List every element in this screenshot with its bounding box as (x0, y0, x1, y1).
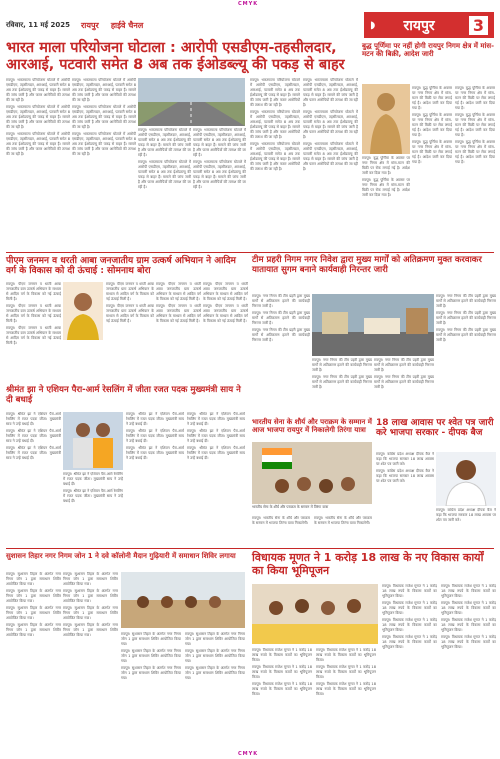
masthead (6, 12, 494, 38)
team-prahari-headline: टीम प्रहरी निगम नगर निवेश द्वारा मुख्य मार्गों को अतिक्रमण मुक्त करवाकर यातायात सुगम बनाने कार्यवाही निरन्तर जारी (252, 255, 482, 275)
lead-body-col5: रायपुर। भारतमाला परियोजना घोटाले में आरोपी एसडीएम, तहसीलदार, आरआई, पटवारी समेत 8 अब तक ईओडब्ल्यू की पकड़ से बाहर हैं। मामले की जांच जारी है और फरार आरोपियों की तलाश की जा रही है। रायपुर। भारतमाला परियोजना घोटाले में आरोपी एसडीएम, तहसीलदार, आरआई, पटवारी समेत 8 अब तक ईओडब्ल्यू की पकड़ से बाहर हैं। मामले की जांच जारी है और फरार आरोपियों की तलाश की जा रही है। रायपुर। भारतमाला परियोजना घोटाले में आरोपी एसडीएम, तहसीलदार, आरआई, पटवारी समेत 8 अब तक ईओडब्ल्यू की पकड़ से बाहर हैं। मामले की जांच जारी है और फरार आरोपियों की तलाश की जा रही है। (250, 78, 300, 171)
lead-body-col1: रायपुर। भारतमाला परियोजना घोटाले में आरोपी एसडीएम, तहसीलदार, आरआई, पटवारी समेत 8 अब तक ईओडब्ल्यू की पकड़ से बाहर हैं। मामले की जांच जारी है और फरार आरोपियों की तलाश की जा रही है। रायपुर। भारतमाला परियोजना घोटाले में आरोपी एसडीएम, तहसीलदार, आरआई, पटवारी समेत 8 अब तक ईओडब्ल्यू की पकड़ से बाहर हैं। मामले की जांच जारी है और फरार आरोपियों की तलाश की जा रही है। रायपुर। भारतमाला परियोजना घोटाले में आरोपी एसडीएम, तहसीलदार, आरआई, पटवारी समेत 8 अब तक ईओडब्ल्यू की पकड़ से बाहर हैं। मामले की जांच जारी है और फरार आरोपियों की तलाश की जा रही है। (6, 78, 70, 156)
moonat-body-col2: रायपुर। विधायक राजेश मूणत ने 1 करोड़ 18 लाख रुपये के विकास कार्यों का भूमिपूजन किया। रायपुर। विधायक राजेश मूणत ने 1 करोड़ 18 लाख रुपये के विकास कार्यों का भूमिपूजन किया। रायपुर। विधायक राजेश मूणत ने 1 करोड़ 18 लाख रुपये के विकास कार्यों का भूमिपूजन किया। (316, 648, 376, 696)
highway-photo (138, 78, 245, 126)
shrimant-body-col3: रायपुर। श्रीमंत झा ने एशियन पैरा-आर्म रेसलिंग में रजत पदक जीता। मुख्यमंत्री साय ने उन्हें बधाई दी। रायपुर। श्रीमंत झा ने एशियन पैरा-आर्म रेसलिंग में रजत पदक जीता। मुख्यमंत्री साय ने उन्हें बधाई दी। रायपुर। श्रीमंत झा ने एशियन पैरा-आर्म रेसलिंग में रजत पदक जीता। मुख्यमंत्री साय ने उन्हें बधाई दी। (126, 412, 184, 460)
samadhan-shivir-photo (121, 572, 245, 628)
minister-photo (63, 282, 103, 340)
issue-date: रविवार, 11 मई 2025 (6, 20, 70, 29)
encroachment-photo (312, 294, 434, 356)
shrimant-body-col2: रायपुर। श्रीमंत झा ने एशियन पैरा-आर्म रेसलिंग में रजत पदक जीता। मुख्यमंत्री साय ने उन्हें बधाई दी। रायपुर। श्रीमंत झा ने एशियन पैरा-आर्म रेसलिंग में रजत पदक जीता। मुख्यमंत्री साय ने उन्हें बधाई दी। (63, 472, 123, 503)
page-number: 3 (469, 16, 488, 35)
sushasan-body-col4: रायपुर। सुशासन तिहार के अंतर्गत नगर निगम जोन 1 द्वारा समाधान शिविर आयोजित किया गया। रायपुर। सुशासन तिहार के अंतर्गत नगर निगम जोन 1 द्वारा समाधान शिविर आयोजित किया गया। रायपुर। सुशासन तिहार के अंतर्गत नगर निगम जोन 1 द्वारा समाधान शिविर आयोजित किया गया। (185, 632, 245, 680)
pm-janman-headline: पीएम जनमन व धरती आबा जनजातीय ग्राम उत्कर्ष अभियान ने आदिम वर्ग के विकास को दी ऊंचाई : सोमनाथ बोरा (6, 256, 236, 277)
buddha-purnima-headline: बुद्ध पूर्णिमा पर नहीं होगी रायपुर निगम क्षेत्र में मांस-मटन की बिक्री, आदेश जारी (362, 42, 495, 59)
team-prahari-body-col3: रायपुर। नगर निगम की टीम प्रहरी द्वारा मुख्य मार्गों से अतिक्रमण हटाने की कार्यवाही निरन्तर जारी है। रायपुर। नगर निगम की टीम प्रहरी द्वारा मुख्य मार्गों से अतिक्रमण हटाने की कार्यवाही निरन्तर जारी है। (374, 358, 434, 389)
registration-mark-top: CMYK (238, 1, 259, 7)
pm-janman-body-col3: रायपुर। पीएम जनमन व धरती आबा जनजातीय ग्राम उत्कर्ष अभियान के माध्यम से आदिम वर्ग के विकास को नई ऊंचाई मिली है। रायपुर। पीएम जनमन व धरती आबा जनजातीय ग्राम उत्कर्ष अभियान के माध्यम से आदिम वर्ग के विकास को नई ऊंचाई मिली है। (156, 282, 201, 323)
registration-mark-bottom: CMYK (238, 751, 259, 757)
moonat-body-col3: रायपुर। विधायक राजेश मूणत ने 1 करोड़ 18 लाख रुपये के विकास कार्यों का भूमिपूजन किया। रायपुर। विधायक राजेश मूणत ने 1 करोड़ 18 लाख रुपये के विकास कार्यों का भूमिपूजन किया। रायपुर। विधायक राजेश मूणत ने 1 करोड़ 18 लाख रुपये के विकास कार्यों का भूमिपूजन किया। रायपुर। विधायक राजेश मूणत ने 1 करोड़ 18 लाख रुपये के विकास कार्यों का भूमिपूजन किया। (382, 584, 437, 649)
moonat-body-col1: रायपुर। विधायक राजेश मूणत ने 1 करोड़ 18 लाख रुपये के विकास कार्यों का भूमिपूजन किया। रायपुर। विधायक राजेश मूणत ने 1 करोड़ 18 लाख रुपये के विकास कार्यों का भूमिपूजन किया। रायपुर। विधायक राजेश मूणत ने 1 करोड़ 18 लाख रुपये के विकास कार्यों का भूमिपूजन किया। (252, 648, 312, 696)
deepak-baij-headline: 18 लाख आवास पर श्वेत पत्र जारी करे भाजपा सरकार - दीपक बैज (376, 418, 494, 439)
moonat-body-col4: रायपुर। विधायक राजेश मूणत ने 1 करोड़ 18 लाख रुपये के विकास कार्यों का भूमिपूजन किया। रायपुर। विधायक राजेश मूणत ने 1 करोड़ 18 लाख रुपये के विकास कार्यों का भूमिपूजन किया। रायपुर। विधायक राजेश मूणत ने 1 करोड़ 18 लाख रुपये के विकास कार्यों का भूमिपूजन किया। रायपुर। विधायक राजेश मूणत ने 1 करोड़ 18 लाख रुपये के विकास कार्यों का भूमिपूजन किया। (441, 584, 496, 649)
sushasan-body-col1: रायपुर। सुशासन तिहार के अंतर्गत नगर निगम जोन 1 द्वारा समाधान शिविर आयोजित किया गया। रायपुर। सुशासन तिहार के अंतर्गत नगर निगम जोन 1 द्वारा समाधान शिविर आयोजित किया गया। रायपुर। सुशासन तिहार के अंतर्गत नगर निगम जोन 1 द्वारा समाधान शिविर आयोजित किया गया। रायपुर। सुशासन तिहार के अंतर्गत नगर निगम जोन 1 द्वारा समाधान शिविर आयोजित किया गया। (6, 572, 61, 637)
pm-janman-body-col4: रायपुर। पीएम जनमन व धरती आबा जनजातीय ग्राम उत्कर्ष अभियान के माध्यम से आदिम वर्ग के विकास को नई ऊंचाई मिली है। रायपुर। पीएम जनमन व धरती आबा जनजातीय ग्राम उत्कर्ष अभियान के माध्यम से आदिम वर्ग के विकास को नई ऊंचाई मिली है। (203, 282, 248, 323)
team-prahari-body-col2: रायपुर। नगर निगम की टीम प्रहरी द्वारा मुख्य मार्गों से अतिक्रमण हटाने की कार्यवाही निरन्तर जारी है। रायपुर। नगर निगम की टीम प्रहरी द्वारा मुख्य मार्गों से अतिक्रमण हटाने की कार्यवाही निरन्तर जारी है। (312, 358, 372, 389)
wrestling-photo (63, 412, 123, 470)
team-prahari-body-col1: रायपुर। नगर निगम की टीम प्रहरी द्वारा मुख्य मार्गों से अतिक्रमण हटाने की कार्यवाही निरन्तर जारी है। रायपुर। नगर निगम की टीम प्रहरी द्वारा मुख्य मार्गों से अतिक्रमण हटाने की कार्यवाही निरन्तर जारी है। रायपुर। नगर निगम की टीम प्रहरी द्वारा मुख्य मार्गों से अतिक्रमण हटाने की कार्यवाही निरन्तर जारी है। (252, 294, 310, 342)
lead-headline: भारत माला परियोजना घोटाला : आरोपी एसडीएम-तहसीलदार, आरआई, पटवारी समेत 8 अब तक ईओडब्ल्यू की पकड़ से बाहर (6, 40, 345, 73)
lead-body-col3: रायपुर। भारतमाला परियोजना घोटाले में आरोपी एसडीएम, तहसीलदार, आरआई, पटवारी समेत 8 अब तक ईओडब्ल्यू की पकड़ से बाहर हैं। मामले की जांच जारी है और फरार आरोपियों की तलाश की जा रही है। रायपुर। भारतमाला परियोजना घोटाले में आरोपी एसडीएम, तहसीलदार, आरआई, पटवारी समेत 8 अब तक ईओडब्ल्यू की पकड़ से बाहर हैं। मामले की जांच जारी है और फरार आरोपियों की तलाश की जा रही है। (138, 128, 191, 189)
lead-body-col4: रायपुर। भारतमाला परियोजना घोटाले में आरोपी एसडीएम, तहसीलदार, आरआई, पटवारी समेत 8 अब तक ईओडब्ल्यू की पकड़ से बाहर हैं। मामले की जांच जारी है और फरार आरोपियों की तलाश की जा रही है। रायपुर। भारतमाला परियोजना घोटाले में आरोपी एसडीएम, तहसीलदार, आरआई, पटवारी समेत 8 अब तक ईओडब्ल्यू की पकड़ से बाहर हैं। मामले की जांच जारी है और फरार आरोपियों की तलाश की जा रही है। (193, 128, 246, 189)
lead-body-col2: रायपुर। भारतमाला परियोजना घोटाले में आरोपी एसडीएम, तहसीलदार, आरआई, पटवारी समेत 8 अब तक ईओडब्ल्यू की पकड़ से बाहर हैं। मामले की जांच जारी है और फरार आरोपियों की तलाश की जा रही है। रायपुर। भारतमाला परियोजना घोटाले में आरोपी एसडीएम, तहसीलदार, आरआई, पटवारी समेत 8 अब तक ईओडब्ल्यू की पकड़ से बाहर हैं। मामले की जांच जारी है और फरार आरोपियों की तलाश की जा रही है। रायपुर। भारतमाला परियोजना घोटाले में आरोपी एसडीएम, तहसीलदार, आरआई, पटवारी समेत 8 अब तक ईओडब्ल्यू की पकड़ से बाहर हैं। मामले की जांच जारी है और फरार आरोपियों की तलाश की जा रही है। (72, 78, 136, 156)
buddha-body-col3: रायपुर। बुद्ध पूर्णिमा के अवसर पर नगर निगम क्षेत्र में मांस-मटन की बिक्री पर रोक लगाई गई है। आदेश जारी कर दिया गया है। रायपुर। बुद्ध पूर्णिमा के अवसर पर नगर निगम क्षेत्र में मांस-मटन की बिक्री पर रोक लगाई गई है। आदेश जारी कर दिया गया है। (362, 156, 410, 197)
moonat-bhoomipujan-headline: विधायक मूणत ने 1 करोड़ 18 लाख के नए विकास कार्यों का किया भूमिपूजन (252, 551, 484, 577)
tiranga-yatra-photo (252, 442, 372, 504)
shrimant-body-col1: रायपुर। श्रीमंत झा ने एशियन पैरा-आर्म रेसलिंग में रजत पदक जीता। मुख्यमंत्री साय ने उन्हें बधाई दी। रायपुर। श्रीमंत झा ने एशियन पैरा-आर्म रेसलिंग में रजत पदक जीता। मुख्यमंत्री साय ने उन्हें बधाई दी। रायपुर। श्रीमंत झा ने एशियन पैरा-आर्म रेसलिंग में रजत पदक जीता। मुख्यमंत्री साय ने उन्हें बधाई दी। (6, 412, 61, 460)
pm-janman-body-col1: रायपुर। पीएम जनमन व धरती आबा जनजातीय ग्राम उत्कर्ष अभियान के माध्यम से आदिम वर्ग के विकास को नई ऊंचाई मिली है। रायपुर। पीएम जनमन व धरती आबा जनजातीय ग्राम उत्कर्ष अभियान के माध्यम से आदिम वर्ग के विकास को नई ऊंचाई मिली है। रायपुर। पीएम जनमन व धरती आबा जनजातीय ग्राम उत्कर्ष अभियान के माध्यम से आदिम वर्ग के विकास को नई ऊंचाई मिली है। (6, 282, 61, 345)
section-name: रायपुर (403, 17, 435, 34)
sushasan-tihar-headline: सुशासन तिहार नगर निगम जोन 1 ने दवे कॉलोनी मैदान गुढ़ियारी में समाधान शिविर लगाया (6, 552, 236, 560)
deepak-baij-body-col2: रायपुर। कांग्रेस प्रदेश अध्यक्ष दीपक बैज ने कहा कि भाजपा सरकार 18 लाख आवास पर श्वेत पत्र जारी करे। (436, 508, 496, 522)
masthead-city: रायपुर (81, 20, 99, 30)
buddha-statue-photo (362, 84, 410, 154)
shrimant-jha-headline: श्रीमंत झा ने एशियन पैरा-आर्म रेसलिंग में जीता रजत पदक मुख्यमंत्री साय ने दी बधाई (6, 385, 241, 405)
lead-body-col6: रायपुर। भारतमाला परियोजना घोटाले में आरोपी एसडीएम, तहसीलदार, आरआई, पटवारी समेत 8 अब तक ईओडब्ल्यू की पकड़ से बाहर हैं। मामले की जांच जारी है और फरार आरोपियों की तलाश की जा रही है। रायपुर। भारतमाला परियोजना घोटाले में आरोपी एसडीएम, तहसीलदार, आरआई, पटवारी समेत 8 अब तक ईओडब्ल्यू की पकड़ से बाहर हैं। मामले की जांच जारी है और फरार आरोपियों की तलाश की जा रही है। रायपुर। भारतमाला परियोजना घोटाले में आरोपी एसडीएम, तहसीलदार, आरआई, पटवारी समेत 8 अब तक ईओडब्ल्यू की पकड़ से बाहर हैं। मामले की जांच जारी है और फरार आरोपियों की तलाश की जा रही है। (303, 78, 358, 171)
bhoomipujan-photo (252, 584, 378, 644)
tiranga-yatra-caption: भारतीय सेना के शौर्य और पराक्रम के सम्मान में तिरंगा यात्रा (252, 505, 329, 509)
team-prahari-body-col4: रायपुर। नगर निगम की टीम प्रहरी द्वारा मुख्य मार्गों से अतिक्रमण हटाने की कार्यवाही निरन्तर जारी है। रायपुर। नगर निगम की टीम प्रहरी द्वारा मुख्य मार्गों से अतिक्रमण हटाने की कार्यवाही निरन्तर जारी है। रायपुर। नगर निगम की टीम प्रहरी द्वारा मुख्य मार्गों से अतिक्रमण हटाने की कार्यवाही निरन्तर जारी है। (436, 294, 496, 342)
divider (6, 252, 494, 253)
masthead-highway-channel: हाईवे चैनल (110, 20, 144, 30)
buddha-body-col2: रायपुर। बुद्ध पूर्णिमा के अवसर पर नगर निगम क्षेत्र में मांस-मटन की बिक्री पर रोक लगाई गई है। आदेश जारी कर दिया गया है। रायपुर। बुद्ध पूर्णिमा के अवसर पर नगर निगम क्षेत्र में मांस-मटन की बिक्री पर रोक लगाई गई है। आदेश जारी कर दिया गया है। रायपुर। बुद्ध पूर्णिमा के अवसर पर नगर निगम क्षेत्र में मांस-मटन की बिक्री पर रोक लगाई गई है। आदेश जारी कर दिया गया है। (455, 86, 495, 164)
tiranga-body-col2: रायपुर। भारतीय सेना के शौर्य और पराक्रम के सम्मान में भाजपा तिरंगा यात्रा निकालेगी। (314, 516, 372, 525)
deepak-baij-photo (436, 452, 496, 506)
tiranga-body-col1: रायपुर। भारतीय सेना के शौर्य और पराक्रम के सम्मान में भाजपा तिरंगा यात्रा निकालेगी। (252, 516, 310, 525)
tiranga-yatra-headline: भारतीय सेना के शौर्य और पराक्रम के सम्मान में आज भाजपा रायपुर में निकालेगी तिरंगा यात्रा (252, 418, 372, 435)
sushasan-body-col3: रायपुर। सुशासन तिहार के अंतर्गत नगर निगम जोन 1 द्वारा समाधान शिविर आयोजित किया गया। रायपुर। सुशासन तिहार के अंतर्गत नगर निगम जोन 1 द्वारा समाधान शिविर आयोजित किया गया। रायपुर। सुशासन तिहार के अंतर्गत नगर निगम जोन 1 द्वारा समाधान शिविर आयोजित किया गया। (121, 632, 181, 680)
buddha-body-col1: रायपुर। बुद्ध पूर्णिमा के अवसर पर नगर निगम क्षेत्र में मांस-मटन की बिक्री पर रोक लगाई गई है। आदेश जारी कर दिया गया है। रायपुर। बुद्ध पूर्णिमा के अवसर पर नगर निगम क्षेत्र में मांस-मटन की बिक्री पर रोक लगाई गई है। आदेश जारी कर दिया गया है। रायपुर। बुद्ध पूर्णिमा के अवसर पर नगर निगम क्षेत्र में मांस-मटन की बिक्री पर रोक लगाई गई है। आदेश जारी कर दिया गया है। (412, 86, 452, 164)
sushasan-body-col2: रायपुर। सुशासन तिहार के अंतर्गत नगर निगम जोन 1 द्वारा समाधान शिविर आयोजित किया गया। रायपुर। सुशासन तिहार के अंतर्गत नगर निगम जोन 1 द्वारा समाधान शिविर आयोजित किया गया। रायपुर। सुशासन तिहार के अंतर्गत नगर निगम जोन 1 द्वारा समाधान शिविर आयोजित किया गया। रायपुर। सुशासन तिहार के अंतर्गत नगर निगम जोन 1 द्वारा समाधान शिविर आयोजित किया गया। (63, 572, 118, 637)
pm-janman-body-col2: रायपुर। पीएम जनमन व धरती आबा जनजातीय ग्राम उत्कर्ष अभियान के माध्यम से आदिम वर्ग के विकास को नई ऊंचाई मिली है। रायपुर। पीएम जनमन व धरती आबा जनजातीय ग्राम उत्कर्ष अभियान के माध्यम से आदिम वर्ग के विकास को नई ऊंचाई मिली है। (106, 282, 154, 323)
divider-lower (6, 548, 494, 549)
shrimant-body-col4: रायपुर। श्रीमंत झा ने एशियन पैरा-आर्म रेसलिंग में रजत पदक जीता। मुख्यमंत्री साय ने उन्हें बधाई दी। रायपुर। श्रीमंत झा ने एशियन पैरा-आर्म रेसलिंग में रजत पदक जीता। मुख्यमंत्री साय ने उन्हें बधाई दी। रायपुर। श्रीमंत झा ने एशियन पैरा-आर्म रेसलिंग में रजत पदक जीता। मुख्यमंत्री साय ने उन्हें बधाई दी। (187, 412, 245, 460)
section-band: ◗ रायपुर 3 (364, 12, 494, 38)
deepak-baij-body-col1: रायपुर। कांग्रेस प्रदेश अध्यक्ष दीपक बैज ने कहा कि भाजपा सरकार 18 लाख आवास पर श्वेत पत्र जारी करे। रायपुर। कांग्रेस प्रदेश अध्यक्ष दीपक बैज ने कहा कि भाजपा सरकार 18 लाख आवास पर श्वेत पत्र जारी करे। (376, 452, 434, 483)
